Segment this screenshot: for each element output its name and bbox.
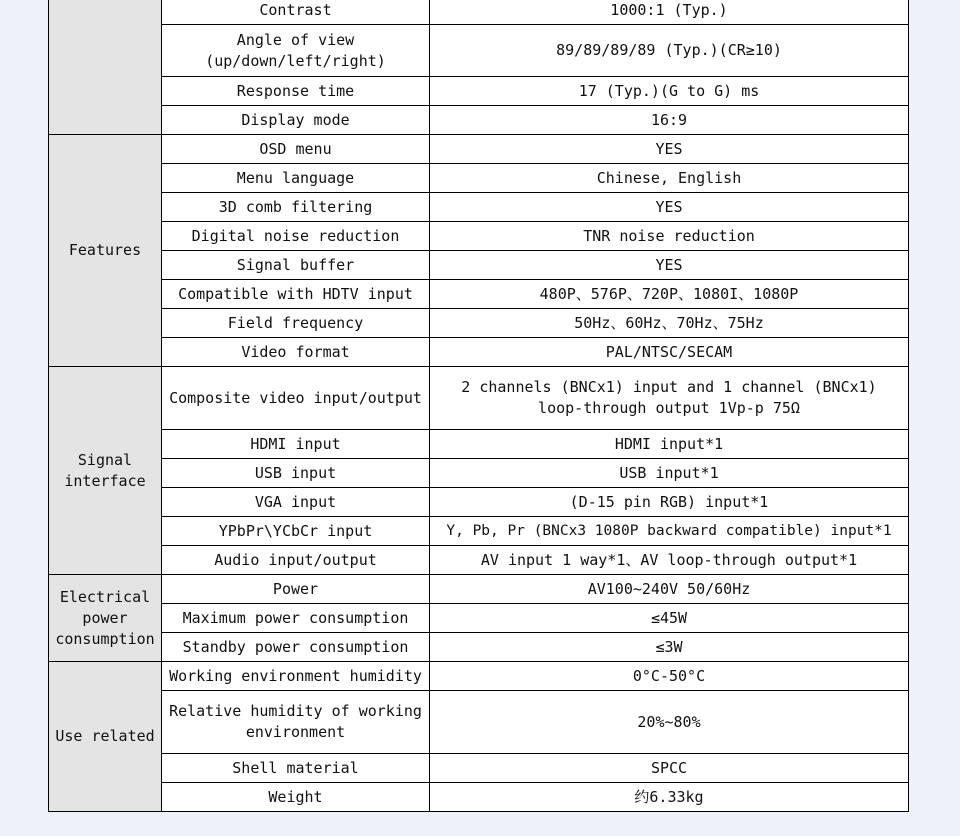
table-row (49, 430, 909, 459)
spec-value: TNR noise reduction (430, 222, 909, 251)
spec-value: 480P、576P、720P、1080I、1080P (430, 280, 909, 309)
table-row (49, 164, 909, 193)
spec-label: Digital noise reduction (162, 222, 430, 251)
spec-value: AV100~240V 50/60Hz (430, 575, 909, 604)
table-row (49, 604, 909, 633)
spec-label: Video format (162, 338, 430, 367)
table-row (49, 135, 909, 164)
spec-value: PAL/NTSC/SECAM (430, 338, 909, 367)
spec-value: YES (430, 251, 909, 280)
spec-label: Contrast (162, 0, 430, 25)
spec-label: OSD menu (162, 135, 430, 164)
spec-value: 50Hz、60Hz、70Hz、75Hz (430, 309, 909, 338)
table-row (49, 367, 909, 430)
spec-label: USB input (162, 459, 430, 488)
spec-label: Display mode (162, 106, 430, 135)
spec-label: Response time (162, 77, 430, 106)
spec-value: Chinese, English (430, 164, 909, 193)
spec-value: 89/89/89/89 (Typ.)(CR≥10) (430, 25, 909, 77)
spec-value: USB input*1 (430, 459, 909, 488)
spec-value: 16:9 (430, 106, 909, 135)
table-row (49, 193, 909, 222)
spec-value: 约6.33kg (430, 783, 909, 812)
spec-label: Composite video input/output (162, 367, 430, 430)
spec-value: (D-15 pin RGB) input*1 (430, 488, 909, 517)
spec-label: Weight (162, 783, 430, 812)
spec-label: Field frequency (162, 309, 430, 338)
spec-label: Signal buffer (162, 251, 430, 280)
spec-value: ≤3W (430, 633, 909, 662)
table-row (49, 662, 909, 691)
table-row (49, 0, 909, 25)
spec-label: VGA input (162, 488, 430, 517)
spec-label: Working environment humidity (162, 662, 430, 691)
group-electrical: Electrical power consumption (49, 575, 162, 662)
table-row (49, 338, 909, 367)
table-row (49, 691, 909, 754)
spec-label: Menu language (162, 164, 430, 193)
table-row (49, 754, 909, 783)
spec-label: Power (162, 575, 430, 604)
table-row (49, 77, 909, 106)
spec-value: SPCC (430, 754, 909, 783)
table-row (49, 25, 909, 77)
table-row (49, 633, 909, 662)
table-row (49, 546, 909, 575)
spec-value: 2 channels (BNCx1) input and 1 channel (BNCx1) loop-through output 1Vp-p 75Ω (430, 367, 909, 430)
spec-label: Compatible with HDTV input (162, 280, 430, 309)
group-signal-interface: Signal interface (49, 367, 162, 575)
spec-label: Relative humidity of working environment (162, 691, 430, 754)
table-row (49, 459, 909, 488)
spec-value: HDMI input*1 (430, 430, 909, 459)
spec-value: 0°C-50°C (430, 662, 909, 691)
table-row (49, 309, 909, 338)
spec-value: YES (430, 193, 909, 222)
table-row (49, 106, 909, 135)
group-features: Features (49, 135, 162, 367)
spec-label: Maximum power consumption (162, 604, 430, 633)
spec-label: YPbPr\YCbCr input (162, 517, 430, 546)
spec-value: 1000:1 (Typ.) (430, 0, 909, 25)
spec-label: Audio input/output (162, 546, 430, 575)
table-row (49, 488, 909, 517)
spec-value: YES (430, 135, 909, 164)
spec-value: ≤45W (430, 604, 909, 633)
table-row (49, 517, 909, 546)
spec-label: HDMI input (162, 430, 430, 459)
spec-value: AV input 1 way*1、AV loop-through output*1 (430, 546, 909, 575)
spec-label: Shell material (162, 754, 430, 783)
group-use-related: Use related (49, 662, 162, 812)
table-row (49, 222, 909, 251)
table-row (49, 280, 909, 309)
group-display (49, 0, 162, 135)
spec-table (48, 0, 909, 812)
table-row (49, 575, 909, 604)
spec-value: 17 (Typ.)(G to G) ms (430, 77, 909, 106)
spec-value: Y, Pb, Pr (BNCx3 1080P backward compatible) input*1 (430, 517, 909, 546)
spec-label: Angle of view (up/down/left/right) (162, 25, 430, 77)
spec-value: 20%~80% (430, 691, 909, 754)
spec-label: Standby power consumption (162, 633, 430, 662)
table-row (49, 783, 909, 812)
table-row (49, 251, 909, 280)
spec-label: 3D comb filtering (162, 193, 430, 222)
